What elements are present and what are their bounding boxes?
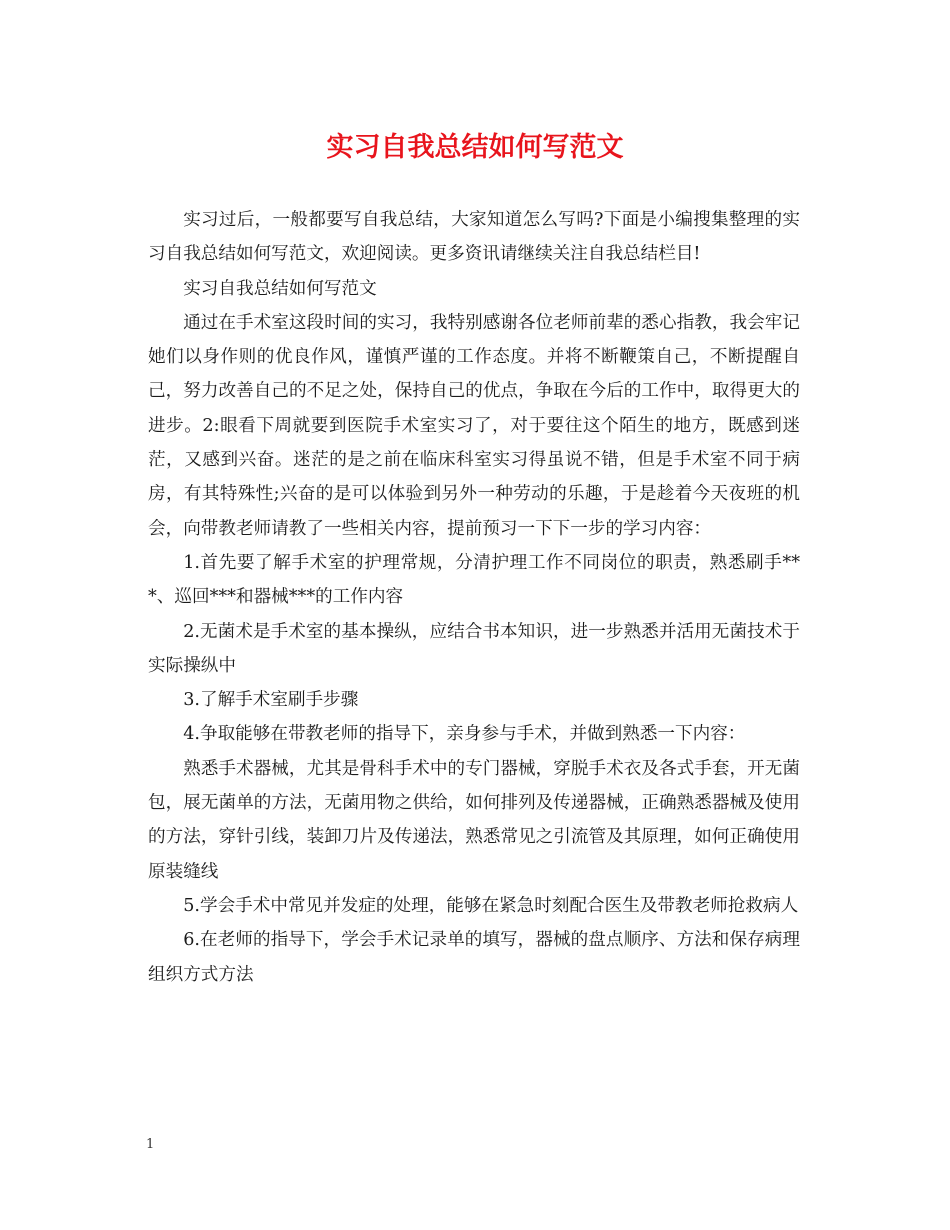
page-number: 1	[146, 1137, 155, 1152]
paragraph-subheading: 实习自我总结如何写范文	[183, 278, 377, 299]
list-item-4-detail: 熟悉手术器械，尤其是骨科手术中的专门器械，穿脱手术衣及各式手套，开无菌包，展无菌单的方法，无菌用物之供给，如何排列及传递器械，正确熟悉器械及使用的方法，穿针引线，装卸刀片及传递法，熟悉常见之引流管及其原理，如何正确使用原装缝线	[148, 758, 800, 882]
document-title: 实习自我总结如何写范文	[326, 132, 624, 163]
list-item-4: 4.争取能够在带教老师的指导下，亲身参与手术，并做到熟悉一下内容：	[183, 724, 746, 745]
list-item-1: 1.首先要了解手术室的护理常规，分清护理工作不同岗位的职责，熟悉刷手***、巡回***和器械***的工作内容	[148, 552, 800, 608]
list-item-3: 3.了解手术室刷手步骤	[183, 690, 359, 711]
list-item-5: 5.学会手术中常见并发症的处理，能够在紧急时刻配合医生及带教老师抢救病人	[183, 895, 799, 916]
paragraph-main: 通过在手术室这段时间的实习，我特别感谢各位老师前辈的悉心指教，我会牢记她们以身作则的优良作风，谨慎严谨的工作态度。并将不断鞭策自己，不断提醒自己，努力改善自己的不足之处，保持自己的优点，争取在今后的工作中，取得更大的进步。2:眼看下周就要到医院手术室实习了，对于要往这个陌生的地方，既感到迷茫，又感到兴奋。迷茫的是之前在临床科室实习得虽说不错，但是手术室不同于病房，有其特殊性;兴奋的是可以体验到另外一种劳动的乐趣，于是趁着今天夜班的机会，向带教老师请教了一些相关内容，提前预习一下下一步的学习内容：	[148, 312, 800, 539]
list-item-6: 6.在老师的指导下，学会手术记录单的填写，器械的盘点顺序、方法和保存病理组织方式方法	[148, 930, 800, 985]
document-body	[148, 203, 800, 992]
list-item-2: 2.无菌术是手术室的基本操纵，应结合书本知识，进一步熟悉并活用无菌技术于实际操纵中	[148, 621, 800, 676]
paragraph-intro: 实习过后，一般都要写自我总结，大家知道怎么写吗?下面是小编搜集整理的实习自我总结如何写范文，欢迎阅读。更多资讯请继续关注自我总结栏目!	[148, 210, 800, 265]
